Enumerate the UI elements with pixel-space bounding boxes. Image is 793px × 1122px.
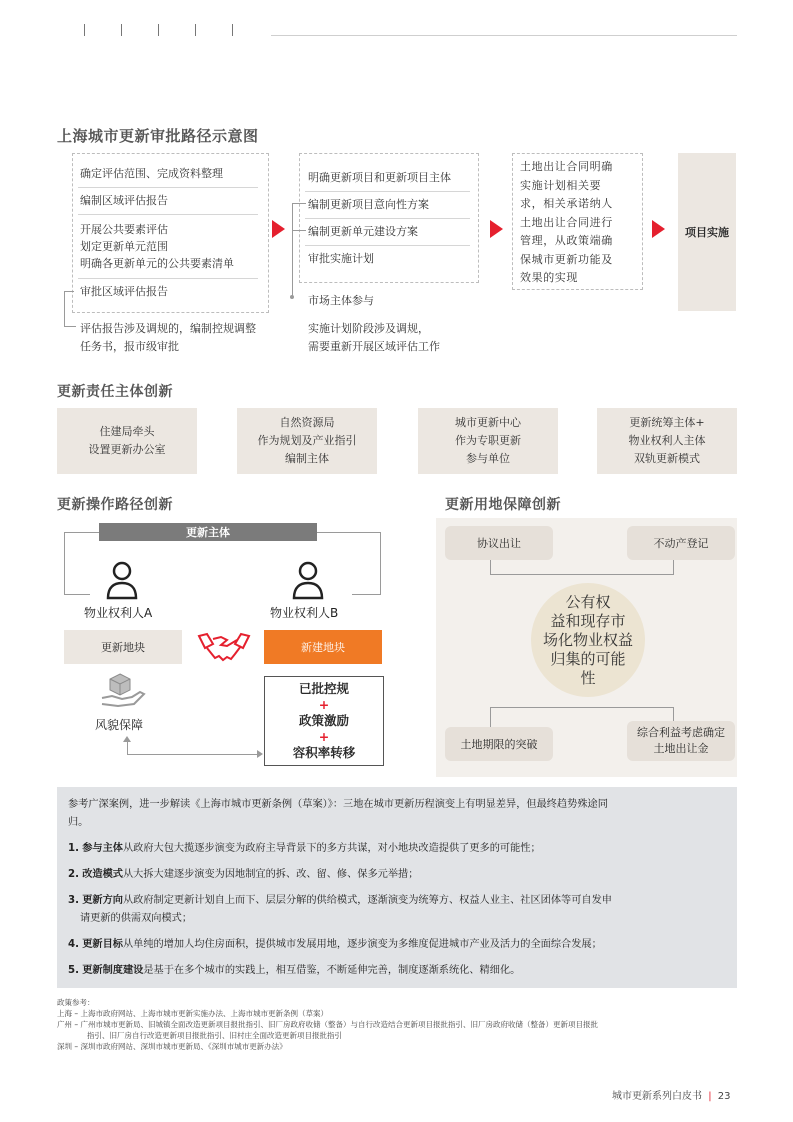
summary-item-5 [68,962,732,980]
col3-line: 管理，从政策端确 [520,234,613,247]
responsibility-box-1 [57,408,197,474]
footnote-guangzhou-cont: 指引、旧厂房自行改造更新项目报批指引、旧村庄全面改造更新项目报批指引 [87,1031,342,1040]
item-keyword: 更新方向 [82,895,123,906]
footnote-head: 政策参考： [57,998,95,1007]
policy-references [57,997,747,1052]
landscape-guarantee-icon [100,672,146,708]
person-b-icon [291,560,325,600]
footnote-shenzhen: 深圳 – 深圳市政府网站、深圳市城市更新局、《深圳市城市更新办法》 [57,1042,287,1051]
stack-far-transfer: 容积率转移 [292,745,356,760]
col1-note-line2: 任务书，报市级审批 [80,340,179,353]
stack-approved-plan: 已批控规 [298,681,349,696]
col2-note-line1: 实施计划阶段涉及调规， [308,322,429,335]
pill-line: 土地出让金 [653,742,709,755]
box-line: 作为规划及产业指引 [257,434,357,447]
pill-line: 综合利益考虑确定 [637,726,725,739]
col3-line: 土地出让合同明确 [520,160,613,173]
connector-line [64,291,65,326]
approval-diagram-title: 上海城市更新审批路径示意图 [57,127,259,145]
divider [78,278,258,279]
connector-dot [290,295,294,299]
circle-line: 益和现存市 [550,611,626,630]
person-b-label: 物业权利人B [270,606,339,620]
col3-line: 效果的实现 [520,271,578,284]
col2-note-line2: 需要重新开展区域评估工作 [308,340,440,353]
item-number: 2. [68,869,79,880]
box-line: 参与单位 [466,452,510,465]
summary-intro-line1: 参考广深案例，进一步解读《上海市城市更新条例（草案）》：三地在城市更新历程演变上有明显差异，但最终趋势殊途同 [68,799,608,810]
summary-text [68,796,732,980]
header-tick [84,24,85,36]
circle-line: 性 [580,668,596,687]
col2-item-1: 明确更新项目和更新项目主体 [308,171,451,184]
connector-line [673,560,674,574]
circle-line: 场化物业权益 [542,630,633,649]
section3-title: 更新操作路径创新 [57,497,173,513]
item-keyword: 参与主体 [82,843,123,854]
arrow-up-icon [123,736,131,742]
col3-line: 求，相关承诺纳人 [520,197,613,210]
col1-item-6: 审批区域评估报告 [80,285,168,298]
connector-line [64,532,65,594]
col3-text [520,158,613,288]
box-line: 编制主体 [285,452,329,465]
connector-line [292,203,306,204]
col2-item-3: 编制更新单元建设方案 [308,225,418,238]
update-block-box: 更新地块 [64,630,182,664]
property-registration-pill: 不动产登记 [627,526,735,560]
summary-intro-line2: 归。 [68,817,89,828]
col1-item-5: 明确各更新单元的公共要素清单 [80,257,234,270]
col1-note [80,320,256,356]
item-keyword: 更新制度建设 [82,965,144,976]
connector-line [292,203,293,297]
connector-line [64,594,90,595]
item-text: 从单纯的增加人均住房面积，提供城市发展用地，逐步演变为多维度促进城市产业及活力的全面综合发展； [122,939,602,950]
connector-line [490,707,491,727]
box-line: 物业权利人主体 [628,434,706,447]
public-rights-circle [531,583,645,697]
flow-arrow-2-icon [490,220,503,238]
divider [305,191,470,192]
item-keyword: 改造模式 [82,869,123,880]
header-rule [271,35,737,36]
box-line: 作为专职更新 [455,434,521,447]
connector-line [292,230,306,231]
connector-line [380,532,381,594]
land-term-pill: 土地期限的突破 [445,727,553,761]
section2-title: 更新责任主体创新 [57,384,173,400]
header-tick [232,24,233,36]
col2-note [308,320,440,356]
box-line: 更新统筹主体+ [629,416,705,429]
item-number: 4. [68,939,79,950]
item-number: 5. [68,965,79,976]
circle-line: 公有权 [565,592,611,611]
col1-item-3: 开展公共要素评估 [80,223,168,236]
flow-arrow-1-icon [272,220,285,238]
connector-line [673,707,674,721]
guarantee-label: 风貌保障 [95,718,144,732]
page-footer [612,1087,730,1102]
responsibility-box-3 [418,408,558,474]
person-a-label: 物业权利人A [84,606,153,620]
divider [78,187,258,188]
col3-line: 保城市更新功能及 [520,252,613,266]
item-keyword: 更新目标 [82,939,123,950]
handshake-icon [197,630,251,664]
divider [305,218,470,219]
item-text: 从政府制定更新计划自上而下、层层分解的供给模式，逐渐演变为统筹方、权益人业主、社区团体等可自发申 [122,895,612,906]
header-tick [158,24,159,36]
connector-line [127,754,257,755]
project-implementation-box: 项目实施 [678,153,736,311]
box-line: 自然资源局 [279,416,335,429]
connector-line [490,560,491,574]
new-block-box: 新建地块 [264,630,382,664]
stack-policy-incentive: 政策激励 [298,713,349,728]
col2-item-4: 审批实施计划 [308,252,374,265]
col3-line: 实施计划相关要 [520,178,602,192]
divider [78,214,258,215]
responsibility-box-4 [597,408,737,474]
item-number: 1. [68,843,79,854]
header-tick [195,24,196,36]
box-line: 双轨更新模式 [634,452,700,465]
box-line: 城市更新中心 [455,416,521,429]
connector-line [64,326,76,327]
col1-item-1: 确定评估范围、完成资料整理 [80,167,223,180]
box-line: 住建局牵头 [99,425,155,438]
flow-arrow-3-icon [652,220,665,238]
arrow-right-icon [257,750,263,758]
item-number: 3. [68,895,79,906]
connector-line [352,594,381,595]
divider [305,245,470,246]
section4-title: 更新用地保障创新 [445,497,561,513]
connector-line [317,532,380,533]
item-text: 从政府大包大揽逐步演变为政府主导背景下的多方共谋，对小地块改造提供了更多的可能性； [122,843,541,854]
responsibility-box-2 [237,408,377,474]
person-a-icon [105,560,139,600]
stack-plus-icon: + [318,729,330,744]
header-tick [121,24,122,36]
footer-series-title: 城市更新系列白皮书 [612,1091,702,1102]
col3-line: 土地出让合同进行 [520,215,613,229]
summary-item-3 [68,892,732,928]
connector-line [64,532,99,533]
connector-line [127,740,128,754]
stack-plus-icon: + [318,697,330,712]
connector-line [64,291,74,292]
page-number: 23 [717,1091,731,1102]
update-subject-bar: 更新主体 [99,523,317,541]
item-text: 是基于在多个城市的实践上，相互借鉴，不断延伸完善，制度逐渐系统化、精细化。 [143,965,521,976]
col1-note-line1: 评估报告涉及调规的，编制控规调整 [80,322,256,335]
agreement-transfer-pill: 协议出让 [445,526,553,560]
box-line: 设置更新办公室 [88,443,166,456]
policy-stack [264,681,384,761]
item-text: 从大拆大建逐步演变为因地制宜的拆、改、留、修、保多元举措； [122,869,419,880]
footnote-shanghai: 上海 – 上海市政府网站、上海市城市更新实施办法、上海市城市更新条例（草案） [57,1009,329,1018]
connector-line [490,574,674,575]
summary-item-2 [68,866,732,884]
circle-line: 归集的可能 [550,649,626,668]
col1-item-3-group [80,221,234,272]
col2-item-2: 编制更新项目意向性方案 [308,198,429,211]
col1-item-2: 编制区域评估报告 [80,194,168,207]
land-premium-pill [627,721,735,761]
connector-line [490,707,674,708]
footnote-guangzhou: 广州 – 广州市城市更新局、旧城镇全面改造更新项目报批指引、旧厂房政府收储（整备）与自行改造结合更新项目报批指引、旧厂房政府收储（整备）更新项目报批 [57,1020,599,1029]
summary-item-1 [68,840,732,858]
footer-separator: | [708,1091,712,1102]
col2-branch: 市场主体参与 [308,294,374,307]
summary-item-4 [68,936,732,954]
col1-item-4: 划定更新单元范围 [80,240,168,253]
item-text-cont: 请更新的供需双向模式； [80,913,193,924]
